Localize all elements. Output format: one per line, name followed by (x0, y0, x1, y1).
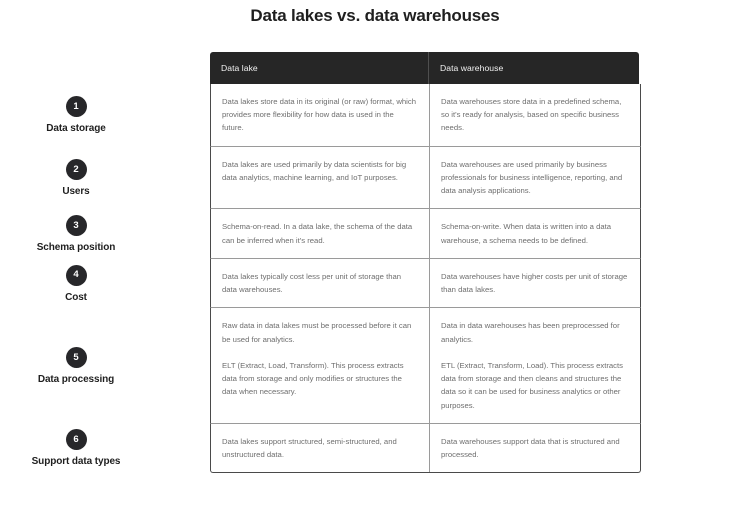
cell-paragraph: Schema-on-write. When data is written into a data warehouse, a schema needs to be defined. (441, 222, 612, 245)
table-header-bar (210, 52, 639, 84)
row-number-badge: 1 (66, 96, 87, 117)
column-header-data-warehouse: Data warehouse (440, 63, 504, 73)
row-label-text: Support data types (31, 456, 121, 468)
column-header-data-lake: Data lake (210, 52, 429, 84)
row-label-group (0, 84, 210, 147)
table-body (0, 84, 750, 473)
cell-data-lake (211, 308, 430, 422)
row-cells (210, 84, 641, 147)
cell-data-warehouse (430, 308, 640, 422)
comparison-table (0, 52, 750, 473)
row-label-text: Data processing (37, 374, 115, 386)
table-header-row (0, 52, 750, 84)
row-label-group (0, 424, 210, 473)
cell-paragraph: Data lakes store data in its original (or raw) format, which provides more flexibility for how data is used in the future. (222, 97, 416, 133)
row-label-group (0, 308, 210, 423)
header-gutter-spacer (0, 52, 210, 84)
cell-paragraph: Data warehouses support data that is structured and processed. (441, 436, 620, 459)
cell-data-lake (211, 259, 430, 307)
cell-data-lake (211, 147, 430, 209)
row-label-text: Users (62, 186, 90, 198)
cell-data-warehouse (430, 84, 640, 146)
cell-paragraph: Data warehouses are used primarily by business professionals for business intelligence, reporting, and data analysis applications. (441, 159, 623, 196)
table-row (0, 147, 750, 210)
row-number-badge: 5 (66, 347, 87, 368)
row-cells (210, 424, 641, 473)
row-cells (210, 308, 641, 423)
table-row (0, 259, 750, 308)
table-row (0, 308, 750, 423)
row-number-badge: 2 (66, 159, 87, 180)
row-label-text: Data storage (46, 123, 106, 135)
cell-data-warehouse (430, 424, 640, 472)
row-label-group (0, 259, 210, 308)
cell-data-warehouse (430, 147, 640, 209)
cell-paragraph: Data lakes support structured, semi-structured, and unstructured data. (222, 436, 397, 459)
row-number-badge: 4 (66, 265, 87, 286)
cell-paragraph: Data in data warehouses has been preprocessed for analytics. (441, 321, 620, 344)
row-label-group (0, 209, 210, 258)
cell-data-lake (211, 84, 430, 146)
row-label-text: Schema position (36, 242, 116, 254)
row-cells (210, 147, 641, 210)
row-cells (210, 259, 641, 308)
row-label-group (0, 147, 210, 210)
row-label-text: Cost (65, 291, 87, 303)
cell-paragraph: Data lakes are used primarily by data scientists for big data analytics, machine learning, and IoT purposes. (222, 159, 407, 182)
table-row (0, 209, 750, 258)
row-number-badge: 3 (66, 215, 87, 236)
row-cells (210, 209, 641, 258)
row-number-badge: 6 (66, 429, 87, 450)
cell-data-lake (211, 209, 430, 257)
page-title: Data lakes vs. data warehouses (250, 6, 500, 25)
cell-paragraph: Data warehouses store data in a predefined schema, so it's ready for analysis, based on specific business needs. (441, 97, 622, 133)
cell-data-warehouse (430, 209, 640, 257)
table-row (0, 424, 750, 473)
cell-data-lake (211, 424, 430, 472)
cell-paragraph: Schema-on-read. In a data lake, the schema of the data can be inferred when it's read. (222, 222, 413, 245)
cell-paragraph: ELT (Extract, Load, Transform). This process extracts data from storage and only modifies or structures the data when necessary. (222, 360, 404, 397)
cell-paragraph: Data lakes typically cost less per unit of storage than data warehouses. (222, 271, 402, 295)
cell-paragraph: ETL (Extract, Transform, Load). This process extracts data from storage and then cleans and structures the data so it can be used for business analytics or other purposes. (441, 360, 623, 410)
cell-paragraph: Data warehouses have higher costs per unit of storage than data lakes. (441, 271, 628, 295)
table-row (0, 84, 750, 147)
cell-paragraph: Raw data in data lakes must be processed before it can be used for analytics. (222, 321, 412, 344)
cell-data-warehouse (430, 259, 640, 307)
